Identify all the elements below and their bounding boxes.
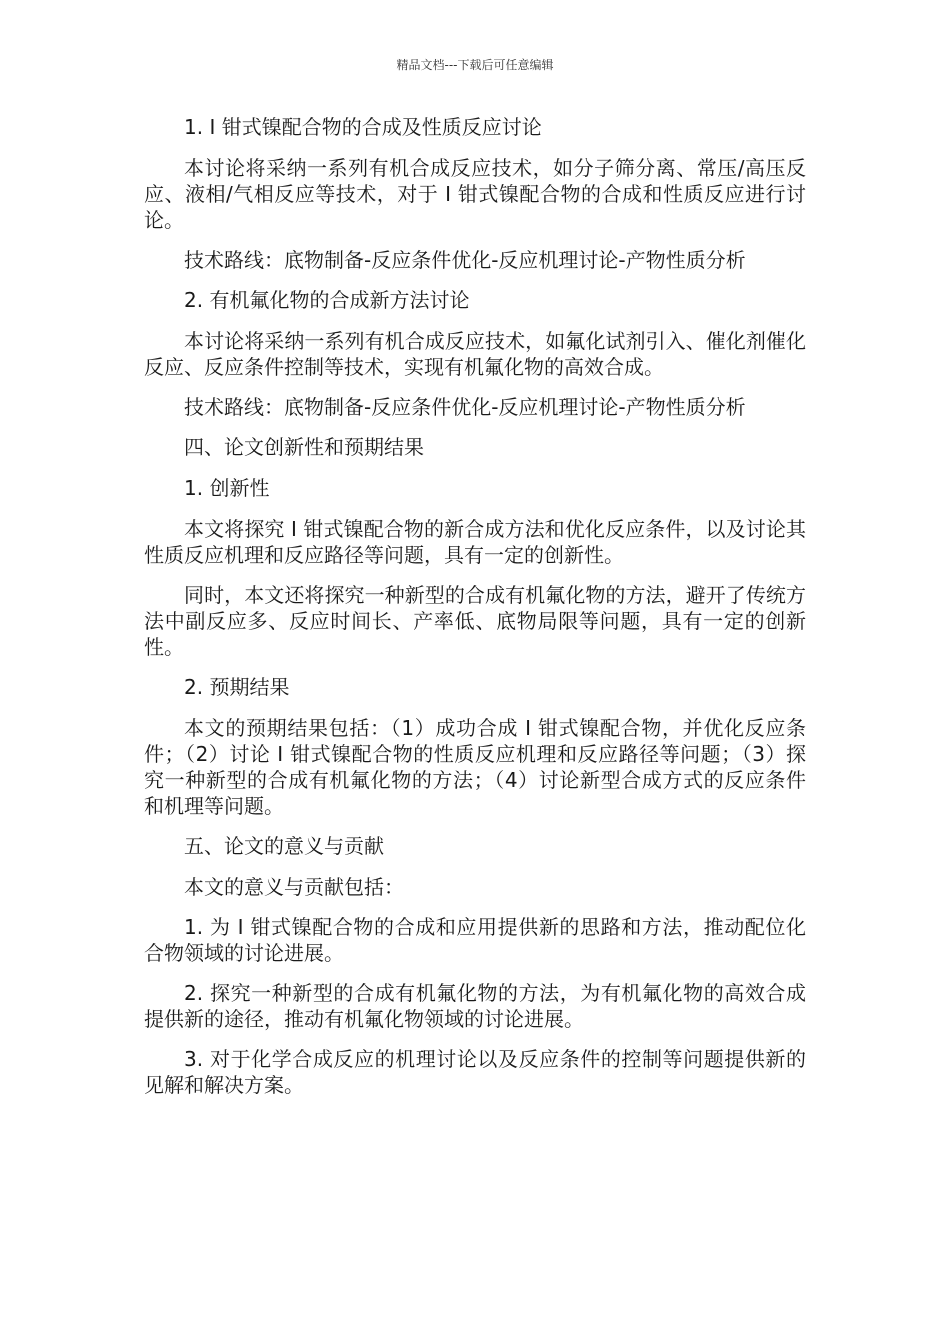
chapter-heading-innovation: 四、论文创新性和预期结果 [184, 435, 424, 459]
paragraph-innovation-2: 同时，本文还将探究一种新型的合成有机氟化物的方法，避开了传统方法中副反应多、反应时间长、产率低、底物局限等问题，具有一定的创新性。 [144, 583, 806, 659]
paragraph-significance-3: 3. 对于化学合成反应的机理讨论以及反应条件的控制等问题提供新的见解和解决方案。 [144, 1047, 806, 1097]
section-heading-expected-results: 2. 预期结果 [184, 675, 290, 699]
paragraph-innovation-1: 本文将探究 I 钳式镍配合物的新合成方法和优化反应条件，以及讨论其性质反应机理和反应路径等问题，具有一定的创新性。 [144, 517, 806, 567]
paragraph-significance-intro: 本文的意义与贡献包括： [184, 875, 404, 899]
section-heading-pincer-nickel: 1. I 钳式镍配合物的合成及性质反应讨论 [184, 115, 542, 139]
section-heading-organofluorine: 2. 有机氟化物的合成新方法讨论 [184, 288, 470, 312]
paragraph-pincer-methods: 本讨论将采纳一系列有机合成反应技术，如分子筛分离、常压/高压反应、液相/气相反应等技术，对于 I 钳式镍配合物的合成和性质反应进行讨论。 [144, 156, 806, 232]
paragraph-tech-route-2: 技术路线：底物制备-反应条件优化-反应机理讨论-产物性质分析 [184, 395, 746, 419]
paragraph-tech-route-1: 技术路线：底物制备-反应条件优化-反应机理讨论-产物性质分析 [184, 248, 746, 272]
paragraph-significance-2: 2. 探究一种新型的合成有机氟化物的方法，为有机氟化物的高效合成提供新的途径，推动有机氟化物领域的讨论进展。 [144, 981, 806, 1031]
chapter-heading-significance: 五、论文的意义与贡献 [184, 834, 384, 858]
paragraph-expected-results: 本文的预期结果包括：（1）成功合成 I 钳式镍配合物，并优化反应条件；（2）讨论 I 钳式镍配合物的性质反应机理和反应路径等问题；（3）探究一种新型的合成有机氟化物的方法；（4）讨论新型合成方式的反应条件和机理等问题。 [144, 716, 806, 818]
paragraph-fluorine-methods: 本讨论将采纳一系列有机合成反应技术，如氟化试剂引入、催化剂催化反应、反应条件控制等技术，实现有机氟化物的高效合成。 [144, 329, 806, 379]
paragraph-significance-1: 1. 为 I 钳式镍配合物的合成和应用提供新的思路和方法，推动配位化合物领域的讨论进展。 [144, 915, 806, 965]
section-heading-innovation: 1. 创新性 [184, 476, 270, 500]
document-body [144, 114, 806, 1112]
page-header: 精品文档---下载后可任意编辑 [396, 58, 554, 72]
